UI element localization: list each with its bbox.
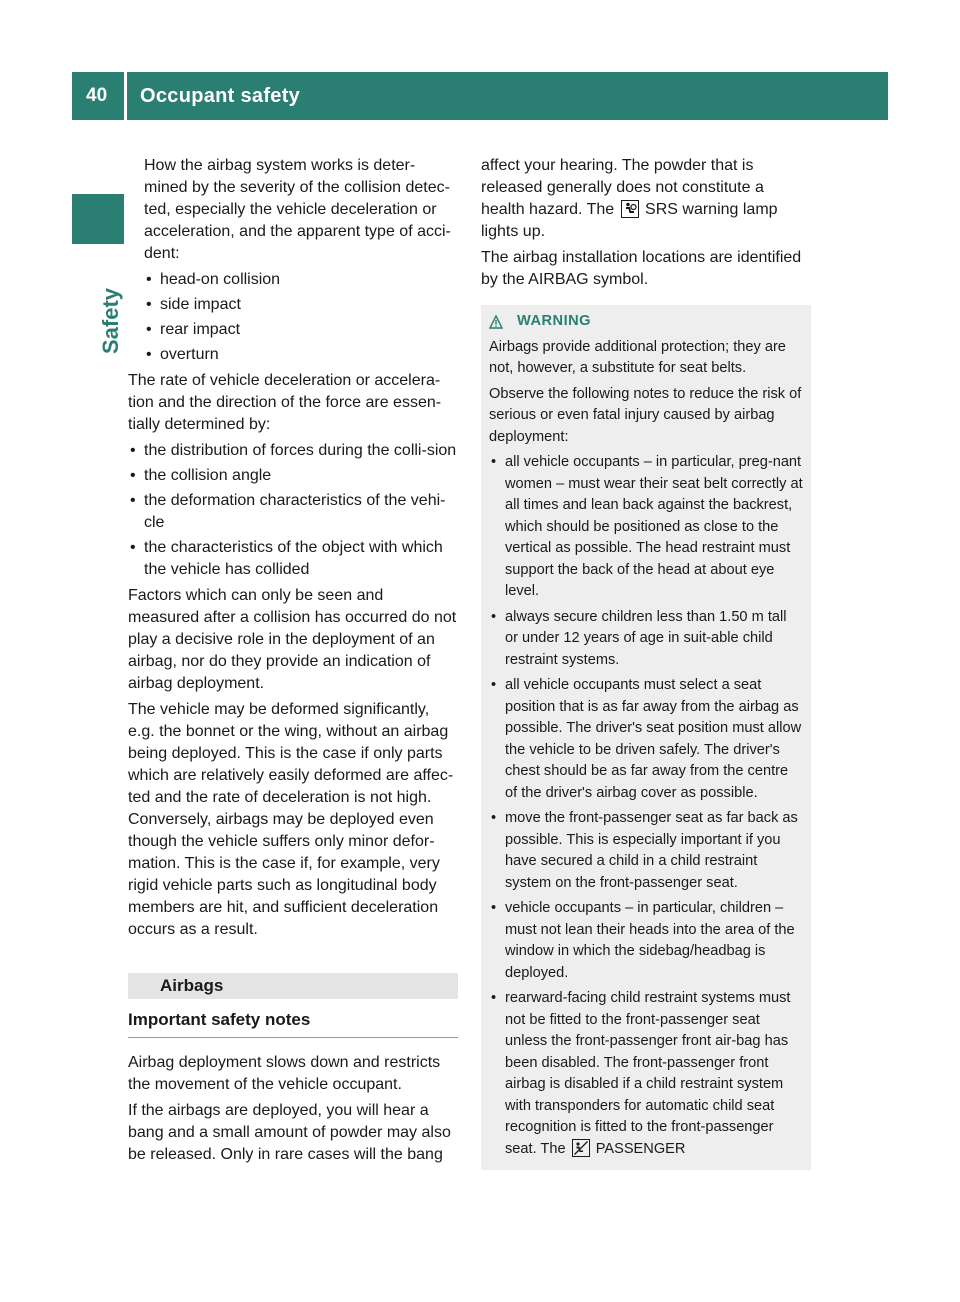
rate-paragraph: The rate of vehicle deceleration or accelera-tion and the direction of the force are essen-tially determined by: (128, 372, 442, 433)
list-item (489, 988, 803, 1160)
list-item-text-end: PASSENGER (595, 1140, 686, 1157)
list-item-text: rearward-facing child restraint systems must not be fitted to the front-passenger seat unless the front-passenger front air-bag has been disabled. The front-passenger front airbag is disabled if a child restraint system with transponders for automatic child seat recognition is fitted to the front-passenger seat. The (505, 990, 791, 1157)
list-item: • always secure children less than 1.50 m tall or under 12 years of age in suit-able child restraint systems. (489, 607, 803, 672)
left-column (128, 155, 458, 1170)
side-divider (124, 120, 127, 1230)
warning-list (489, 452, 803, 1160)
header-divider (124, 72, 127, 120)
warning-box (481, 305, 811, 1170)
body-paragraph: Airbag deployment slows down and restricts the movement of the vehicle occupant. (128, 1054, 441, 1093)
continued-text-end: SRS warning lamp lights up. (481, 201, 778, 240)
sub-heading: Important safety notes (128, 1009, 458, 1038)
warning-paragraph: Observe the following notes to reduce the risk of serious or even fatal injury caused by airbag deployment: (489, 385, 802, 445)
body-paragraph: Factors which can only be seen and measured after a collision has occurred do not play a decisive role in the deployment of an airbag, nor do they provide an indication of airbag deployment. (128, 587, 457, 692)
section-tab-label: Safety (98, 287, 123, 354)
srs-warning-lamp-icon (621, 200, 639, 218)
passenger-airbag-off-icon (572, 1139, 590, 1157)
continued-text: affect your hearing. The powder that is released generally does not constitute a health hazard. The (481, 157, 764, 218)
list-item: • vehicle occupants – in particular, children – must not lean their heads into the area of the window in which the sidebag/headbag is deployed. (489, 898, 803, 984)
list-item: • the deformation characteristics of the vehi-cle (128, 490, 458, 534)
continued-paragraph (481, 155, 811, 243)
list-item: • all vehicle occupants – in particular, preg-nant women – must wear their seat belt correctly at all times and lean back against the backrest, which should be positioned as close to the vertical as possible. The head restraint must support the back of the head at about eye level. (489, 452, 803, 603)
list-item: • side impact (144, 294, 458, 316)
section-heading: Airbags (128, 973, 458, 999)
right-column (481, 155, 811, 1170)
warning-header (489, 311, 803, 333)
intro-paragraph: How the airbag system works is deter-mined by the severity of the collision detec-ted, especially the vehicle deceleration or acceleration, and the apparent type of acci-dent: (144, 157, 451, 262)
factor-list (128, 440, 458, 581)
list-item: • move the front-passenger seat as far back as possible. This is especially important if you have secured a child in a child restraint system on the front-passenger seat. (489, 808, 803, 894)
collision-type-list (128, 269, 458, 366)
locations-paragraph: The airbag installation locations are identified by the AIRBAG symbol. (481, 249, 802, 288)
list-item: • rear impact (144, 319, 458, 341)
body-paragraph: The vehicle may be deformed significantly, e.g. the bonnet or the wing, without an airbag being deployed. This is the case if only parts which are relatively easily deformed are affec-ted and the rate of deceleration is not high. Conversely, airbags may be deployed even though the vehicle suffers only minor defor-mation. This is the case if, for example, very rigid vehicle parts such as longitudinal body members are hit, and sufficient deceleration occurs as a result. (128, 701, 454, 938)
page-title: Occupant safety (140, 84, 301, 107)
list-item: • the collision angle (128, 465, 458, 487)
body-paragraph: If the airbags are deployed, you will hear a bang and a small amount of powder may also be released. Only in rare cases will the bang (128, 1102, 451, 1163)
side-tab (72, 194, 124, 244)
list-item: • all vehicle occupants must select a seat position that is as far away from the airbag as possible. The driver's seat position must allow the vehicle to be driven safely. The driver's chest should be as far away from the centre of the driver's airbag cover as possible. (489, 675, 803, 804)
warning-paragraph: Airbags provide additional protection; they are not, however, a substitute for seat belts. (489, 338, 786, 376)
page-number: 40 (86, 85, 108, 106)
warning-triangle-icon (489, 315, 503, 329)
list-item: • overturn (144, 344, 458, 366)
warning-title: WARNING (517, 313, 592, 329)
list-item: • the characteristics of the object with which the vehicle has collided (128, 537, 458, 581)
list-item: • head-on collision (144, 269, 458, 291)
list-item: • the distribution of forces during the colli-sion (128, 440, 458, 462)
